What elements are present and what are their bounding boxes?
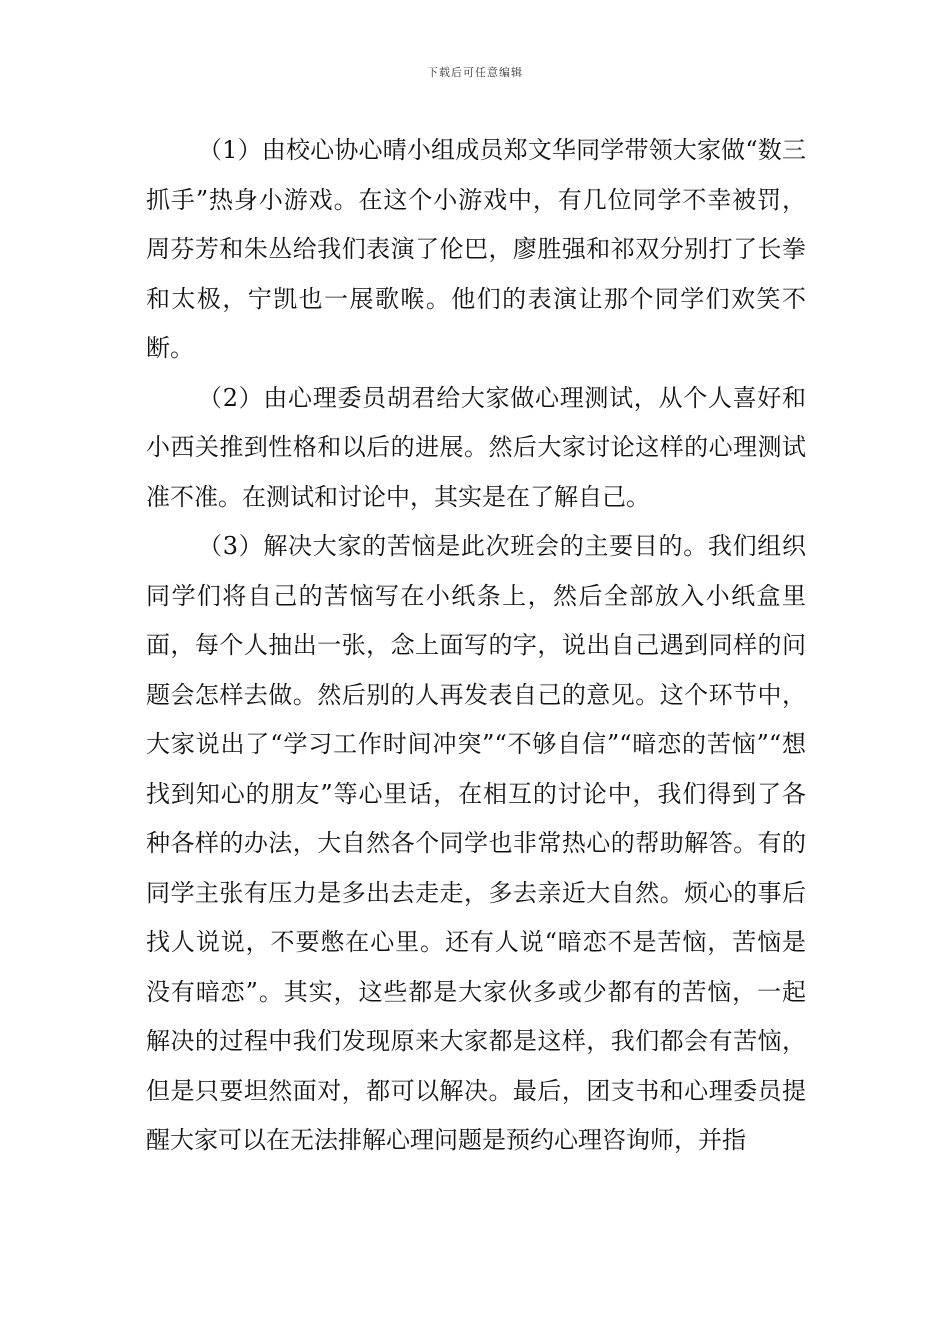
document-body — [146, 126, 806, 1166]
paragraph-1: （1）由校心协心晴小组成员郑文华同学带领大家做“数三抓手”热身小游戏。在这个小游戏中，有几位同学不幸被罚，周芬芳和朱丛给我们表演了伦巴，廖胜强和祁双分别打了长拳和太极，宁凯也一展歌喉。他们的表演让那个同学们欢笑不断。 — [146, 136, 806, 362]
page-header: 下载后可任意编辑 — [427, 66, 523, 79]
paragraph-3: （3）解决大家的苦恼是此次班会的主要目的。我们组织同学们将自己的苦恼写在小纸条上，然后全部放入小纸盒里面，每个人抽出一张，念上面写的字，说出自己遇到同样的问题会怎样去做。然后别的人再发表自己的意见。这个环节中，大家说出了“学习工作时间冲突”“不够自信”“暗恋的苦恼”“想找到知心的朋友”等心里话，在相互的讨论中，我们得到了各种各样的办法，大自然各个同学也非常热心的帮助解答。有的同学主张有压力是多出去走走，多去亲近大自然。烦心的事后找人说说，不要憋在心里。还有人说“暗恋不是苦恼，苦恼是没有暗恋”。其实，这些都是大家伙多或少都有的苦恼，一起解决的过程中我们发现原来大家都是这样，我们都会有苦恼，但是只要坦然面对，都可以解决。最后，团支书和心理委员提醒大家可以在无法排解心理问题是预约心理咨询师，并指 — [146, 532, 806, 1154]
paragraph-2: （2）由心理委员胡君给大家做心理测试，从个人喜好和小西关推到性格和以后的进展。然后大家讨论这样的心理测试准不准。在测试和讨论中，其实是在了解自己。 — [146, 383, 806, 511]
